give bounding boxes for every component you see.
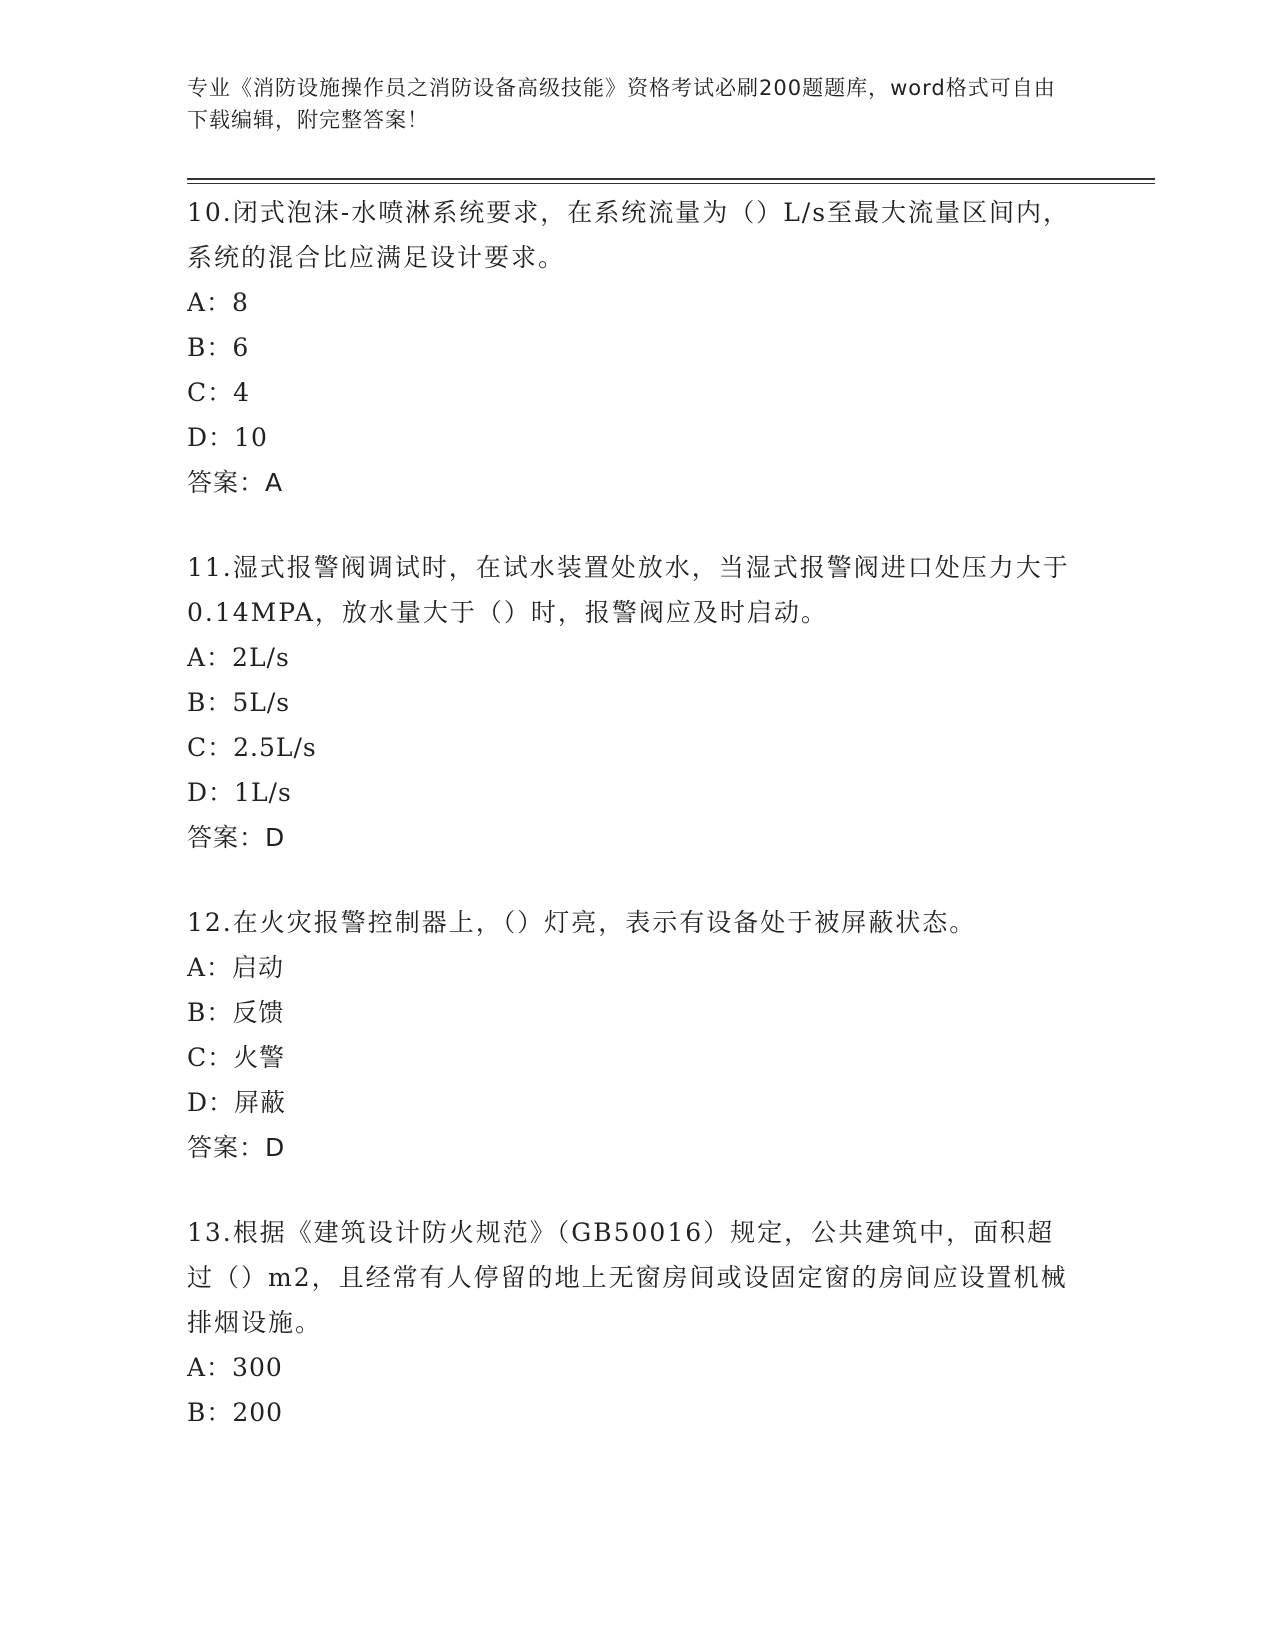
option-a: A：8	[187, 288, 249, 317]
answer: 答案：A	[187, 468, 284, 497]
question-text: 11.湿式报警阀调试时，在试水装置处放水，当湿式报警阀进口处压力大于0.14MPA，放水量大于（）时，报警阀应及时启动。	[187, 553, 1070, 627]
option-d: D：屏蔽	[187, 1088, 287, 1117]
header-divider-thick	[187, 178, 1155, 180]
question-13	[187, 1210, 1077, 1435]
document-header: 专业《消防设施操作员之消防设备高级技能》资格考试必刷200题题库，word格式可自由下载编辑，附完整答案！	[187, 76, 1056, 132]
question-12	[187, 900, 1077, 1170]
option-d: D：10	[187, 423, 268, 452]
option-b: B：200	[187, 1398, 284, 1427]
question-11	[187, 545, 1077, 860]
question-text: 12.在火灾报警控制器上，（）灯亮，表示有设备处于被屏蔽状态。	[187, 908, 977, 937]
answer: 答案：D	[187, 823, 286, 852]
option-c: C：火警	[187, 1043, 286, 1072]
question-text: 10.闭式泡沫-水喷淋系统要求，在系统流量为（）L/s至最大流量区间内，系统的混合比应满足设计要求。	[187, 198, 1071, 272]
question-list	[187, 190, 1077, 1475]
option-b: B：5L/s	[187, 688, 291, 717]
option-a: A：300	[187, 1353, 283, 1382]
answer: 答案：D	[187, 1133, 286, 1162]
option-a: A：2L/s	[187, 643, 290, 672]
header-divider-thin	[187, 183, 1155, 184]
option-c: C：4	[187, 378, 251, 407]
question-text: 13.根据《建筑设计防火规范》（GB50016）规定，公共建筑中，面积超过（）m2，且经常有人停留的地上无窗房间或设固定窗的房间应设置机械排烟设施。	[187, 1218, 1068, 1337]
option-b: B：6	[187, 333, 250, 362]
option-a: A：启动	[187, 953, 285, 982]
option-b: B：反馈	[187, 998, 285, 1027]
option-d: D：1L/s	[187, 778, 292, 807]
question-10	[187, 190, 1077, 505]
option-c: C：2.5L/s	[187, 733, 317, 762]
